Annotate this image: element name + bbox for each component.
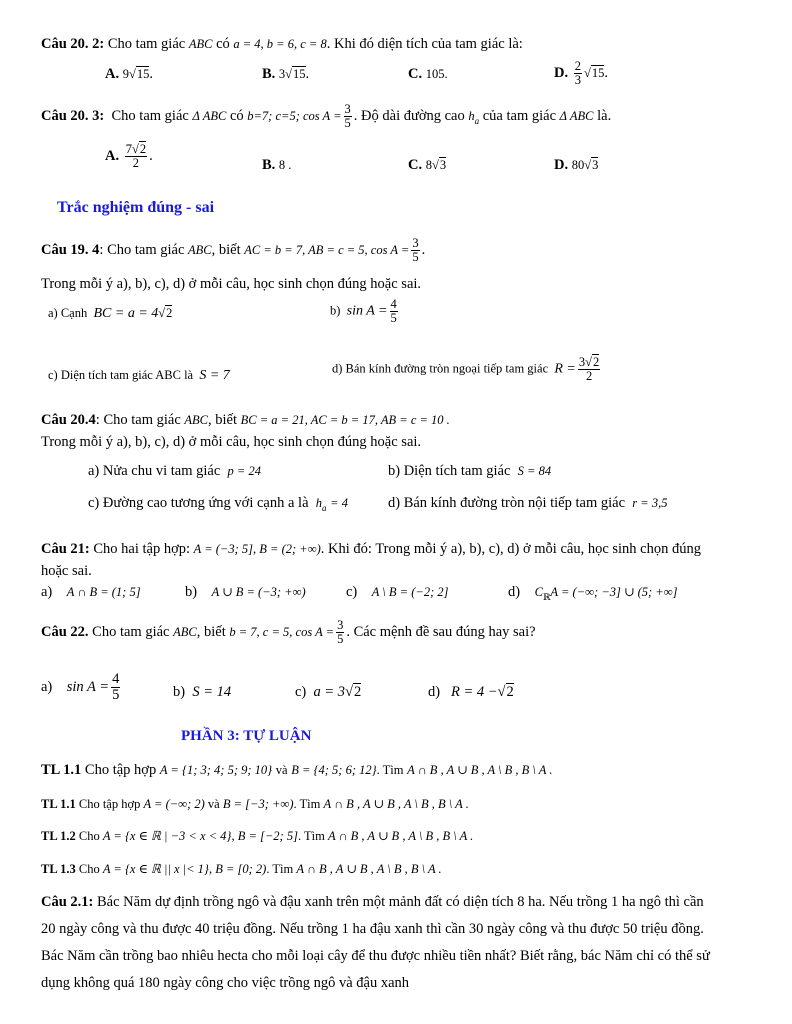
altitude-symbol: h	[468, 108, 475, 123]
essay-item	[41, 829, 473, 843]
statement-math: a = 3	[313, 684, 346, 700]
essay-label: TL 1.1	[41, 762, 82, 778]
stem-text: Cho hai tập hợp:	[93, 541, 191, 557]
statement-math: sin A =	[346, 303, 388, 319]
statement-key: a)	[41, 584, 53, 600]
essay-math: A ∩ B , A ∪ B , A \ B , B \ A .	[327, 829, 474, 843]
option-value: 8 .	[278, 158, 292, 172]
stem-text: Cho tam giác	[111, 107, 189, 124]
stem-text: : Cho tam giác	[95, 412, 181, 428]
statement-text: b) Diện tích tam giác	[388, 463, 511, 479]
essay-text: ,	[231, 829, 235, 843]
altitude-symbol: h	[315, 496, 323, 510]
essay-text: . Tìm	[376, 763, 404, 777]
paragraph-line: Bác Năm cần trồng bao nhiêu hecta cho mỗi loại cây để thu được nhiều tiền nhất? Biết rằng, bác Năm chỉ có thể sử	[41, 948, 710, 964]
statement-d: d) R = 4 −√2	[428, 684, 514, 700]
option-punct: .	[149, 147, 153, 164]
paragraph-line: dụng không quá 180 ngày công cho việc trồng ngô và đậu xanh	[41, 975, 410, 991]
statement-math: S = 84	[517, 464, 552, 478]
question-label: Câu 2.1:	[41, 894, 94, 910]
radicand: 2	[506, 684, 514, 700]
essay-text: . Tìm	[266, 862, 294, 876]
triangle-name: ABC	[188, 242, 212, 257]
fraction: $\frac{2}{3}$	[574, 59, 581, 88]
radicand: 15	[591, 65, 605, 80]
fraction: $\frac{3√2}{2}$	[578, 355, 600, 384]
statement-math: p = 24	[227, 464, 261, 478]
given-values: b = 7, c = 5, cos A =	[229, 624, 335, 639]
essay-math: A = {1; 3; 4; 5; 9; 10}	[159, 763, 273, 777]
radicand: 3	[592, 158, 599, 172]
statement-b	[330, 298, 400, 325]
statement-text: a) Cạnh	[48, 306, 88, 320]
statement-b	[388, 463, 551, 480]
statement-math: R =	[554, 361, 576, 377]
option-key: B.	[262, 157, 276, 173]
statement-a	[88, 463, 261, 480]
essay-text: . Tìm	[293, 797, 321, 811]
statement-d	[332, 356, 602, 383]
essay-text: . Tìm	[297, 829, 325, 843]
statement-c	[88, 495, 348, 513]
statement-math: A ∩ B = (1; 5]	[66, 585, 141, 599]
stem-text: , biết	[196, 623, 226, 640]
option-key: A.	[105, 147, 120, 164]
triangle-name: ABC	[184, 413, 208, 427]
essay-math: B = [−3; +∞)	[222, 797, 294, 811]
option-key: B.	[262, 66, 276, 82]
radicand: 3	[439, 158, 447, 172]
question-20-2-stem	[41, 36, 523, 53]
essay-math: A ∩ B , A ∪ B , A \ B , B \ A .	[296, 862, 442, 876]
option-b	[262, 157, 291, 174]
option-a: A. 9√15.	[105, 66, 153, 82]
option-key: C.	[408, 157, 423, 173]
radicand: 15	[293, 67, 306, 81]
essay-math: A = {x ∈ ℝ | −3 < x < 4}	[102, 829, 232, 843]
statement-math: C	[534, 585, 543, 599]
statement-math: R = 4 −	[450, 684, 498, 700]
statement-text: d) Bán kính đường tròn nội tiếp tam giác	[388, 495, 626, 511]
radicand: 15	[136, 67, 150, 81]
fraction: $\frac{4}{5}$	[390, 297, 397, 326]
option-punct: .	[305, 66, 310, 82]
question-label: Câu 20. 3:	[41, 107, 105, 124]
statement-key: b)	[185, 584, 198, 600]
option-d: D. 80√3	[554, 157, 599, 173]
statement-key: d)	[428, 684, 441, 700]
statement-math: sin A =	[66, 679, 110, 696]
option-key: C.	[408, 66, 423, 82]
question-20-3-stem	[41, 103, 611, 130]
option-c: C. 8√3	[408, 157, 447, 173]
stem-text: : Cho tam giác	[99, 241, 185, 258]
statement-math: A = (−∞; −3] ∪ (5; +∞]	[550, 585, 678, 599]
section-heading-essay: PHẦN 3: TỰ LUẬN	[181, 728, 312, 744]
essay-text: Cho tập hợp	[78, 797, 141, 811]
essay-text: và	[275, 763, 288, 777]
option-value: 8	[425, 158, 432, 172]
stem-text: . Các mệnh đề sau đúng hay sai?	[346, 623, 536, 640]
essay-item	[41, 797, 469, 811]
option-key: D.	[554, 157, 569, 173]
option-value: 3	[278, 67, 286, 81]
subscript: a	[474, 115, 480, 126]
option-punct: .	[149, 66, 153, 82]
triangle-name: ABC	[188, 37, 213, 51]
statement-math: = 4	[330, 496, 348, 510]
statement-math: S = 7	[199, 368, 230, 383]
triangle-name: Δ ABC	[192, 108, 227, 123]
fraction: $\frac{7√2}{2}$	[125, 142, 147, 171]
radicand: 2	[354, 684, 362, 700]
statement-key: a)	[41, 679, 53, 696]
stem-text: Cho tam giác	[92, 623, 170, 640]
option-b: B. 3√15.	[262, 66, 310, 82]
question-21-stem	[41, 541, 701, 558]
option-value: 9	[122, 67, 129, 81]
question-label: Câu 19. 4	[41, 241, 100, 258]
subscript: ℝ	[542, 591, 551, 602]
statement-math: S = 14	[192, 684, 232, 700]
question-19-4-stem: Câu 19. 4: Cho tam giác ABC, biết AC = b = 7, AB = c = 5, cos A = $\frac{3}{5}$ .	[41, 236, 426, 265]
essay-math: A = (−∞; 2)	[143, 797, 205, 811]
essay-math: B = [0; 2)	[215, 862, 267, 876]
statement-text: b)	[330, 303, 341, 318]
fraction: $\frac{3}{5}$	[412, 236, 419, 265]
fraction: $\frac{3}{5}$	[344, 102, 351, 131]
statement-text: c) Đường cao tương ứng với cạnh a là	[88, 495, 309, 511]
stem-text: . Độ dài đường cao	[353, 107, 465, 124]
stem-text: là.	[597, 107, 612, 124]
question-label: Câu 20. 2:	[41, 36, 105, 52]
paragraph-line: 20 ngày công và thu được 40 triệu đồng. Nếu trồng 1 ha đậu xanh thì cần 30 ngày công và thu được 50 triệu đồng.	[41, 921, 704, 937]
statement-text: d) Bán kính đường tròn ngoại tiếp tam giác	[332, 361, 549, 376]
statement-a: a) Cạnh BC = a = 4√2	[48, 306, 173, 321]
essay-math: B = [−2; 5]	[237, 829, 298, 843]
stem-text: có	[216, 36, 230, 52]
statement-math: A \ B = (−2; 2]	[371, 585, 449, 599]
option-key: D.	[554, 64, 569, 81]
essay-text: Cho	[78, 829, 100, 843]
essay-math: B = {4; 5; 6; 12}	[291, 763, 377, 777]
option-c	[408, 66, 448, 83]
essay-text: Cho tập hợp	[84, 762, 157, 778]
triangle-name: Δ ABC	[559, 108, 594, 123]
question-20-4-stem	[41, 412, 450, 429]
statement-key: d)	[508, 584, 521, 600]
given-sets: A = (−3; 5], B = (2; +∞)	[193, 542, 321, 556]
essay-math: A ∩ B , A ∪ B , A \ B , B \ A .	[407, 763, 553, 777]
stem-text: Cho tam giác	[107, 36, 186, 52]
subscript: a	[322, 502, 327, 513]
question-22-stem	[41, 619, 536, 646]
stem-text: , biết	[208, 412, 237, 428]
statement-math: BC = a = 4	[93, 306, 159, 321]
question-2-1-line-1	[41, 894, 704, 911]
essay-text: Cho	[78, 862, 100, 876]
statement-text: c) Diện tích tam giác ABC là	[48, 368, 194, 382]
essay-item	[41, 862, 442, 876]
question-label: Câu 22.	[41, 623, 89, 640]
statement-d	[508, 584, 678, 602]
option-value: 105.	[425, 67, 448, 81]
statement-key: c)	[346, 584, 358, 600]
statement-b	[185, 584, 306, 601]
essay-math: A = {x ∈ ℝ || x |< 1}	[102, 862, 209, 876]
essay-label: TL 1.1	[41, 797, 76, 811]
fraction: $\frac{3}{5}$	[337, 618, 344, 647]
option-a	[105, 143, 153, 170]
essay-text: và	[207, 797, 220, 811]
stem-text: . Khi đó diện tích của tam giác là:	[326, 36, 523, 52]
section-heading-true-false: Trắc nghiệm đúng - sai	[57, 199, 215, 216]
essay-math: A ∩ B , A ∪ B , A \ B , B \ A .	[323, 797, 469, 811]
essay-item	[41, 762, 552, 779]
instruction: Trong mỗi ý a), b), c), d) ở mỗi câu, học sinh chọn đúng hoặc sai.	[41, 276, 422, 292]
stem-text: , biết	[211, 241, 241, 258]
stem-text: có	[229, 107, 244, 124]
stem-text: . Khi đó: Trong mỗi ý a), b), c), d) ở mỗi câu, học sinh chọn đúng	[320, 541, 701, 557]
statement-b	[173, 684, 231, 701]
radicand: 2	[166, 306, 173, 320]
fraction: $\frac{4}{5}$	[112, 671, 120, 704]
option-key: A.	[105, 66, 120, 82]
given-values: BC = a = 21, AC = b = 17, AB = c = 10 .	[240, 413, 450, 427]
given-values: a = 4, b = 6, c = 8	[233, 37, 327, 51]
instruction: Trong mỗi ý a), b), c), d) ở mỗi câu, học sinh chọn đúng hoặc sai.	[41, 434, 422, 450]
given-values: AC = b = 7, AB = c = 5, cos A =	[244, 242, 410, 257]
option-d: D. $\frac{2}{3}$ √15.	[554, 59, 608, 88]
statement-c	[48, 368, 230, 384]
statement-a	[41, 672, 122, 703]
option-value: 80	[571, 158, 585, 172]
statement-c	[346, 584, 448, 601]
statement-key: b)	[173, 684, 186, 700]
essay-label: TL 1.3	[41, 862, 76, 876]
paragraph-line: Bác Năm dự định trồng ngô và đậu xanh trên một mảnh đất có diện tích 8 ha. Nếu trồng 1 ha ngô thì cần	[97, 894, 704, 910]
question-21-stem-cont: hoặc sai.	[41, 563, 92, 579]
stem-text: của tam giác	[482, 107, 557, 124]
essay-text: ,	[208, 862, 213, 876]
question-label: Câu 21:	[41, 541, 90, 557]
statement-math: A ∪ B = (−3; +∞)	[211, 585, 306, 599]
statement-c: c) a = 3√2	[295, 684, 362, 700]
statement-text: a) Nửa chu vi tam giác	[88, 463, 221, 479]
option-punct: .	[604, 64, 608, 81]
triangle-name: ABC	[173, 624, 197, 639]
statement-math: r = 3,5	[632, 496, 668, 510]
question-label: Câu 20.4	[41, 412, 96, 428]
given-values: b=7; c=5; cos A =	[247, 108, 342, 123]
statement-d	[388, 495, 667, 512]
statement-a	[41, 584, 141, 601]
essay-label: TL 1.2	[41, 829, 76, 843]
statement-key: c)	[295, 684, 307, 700]
